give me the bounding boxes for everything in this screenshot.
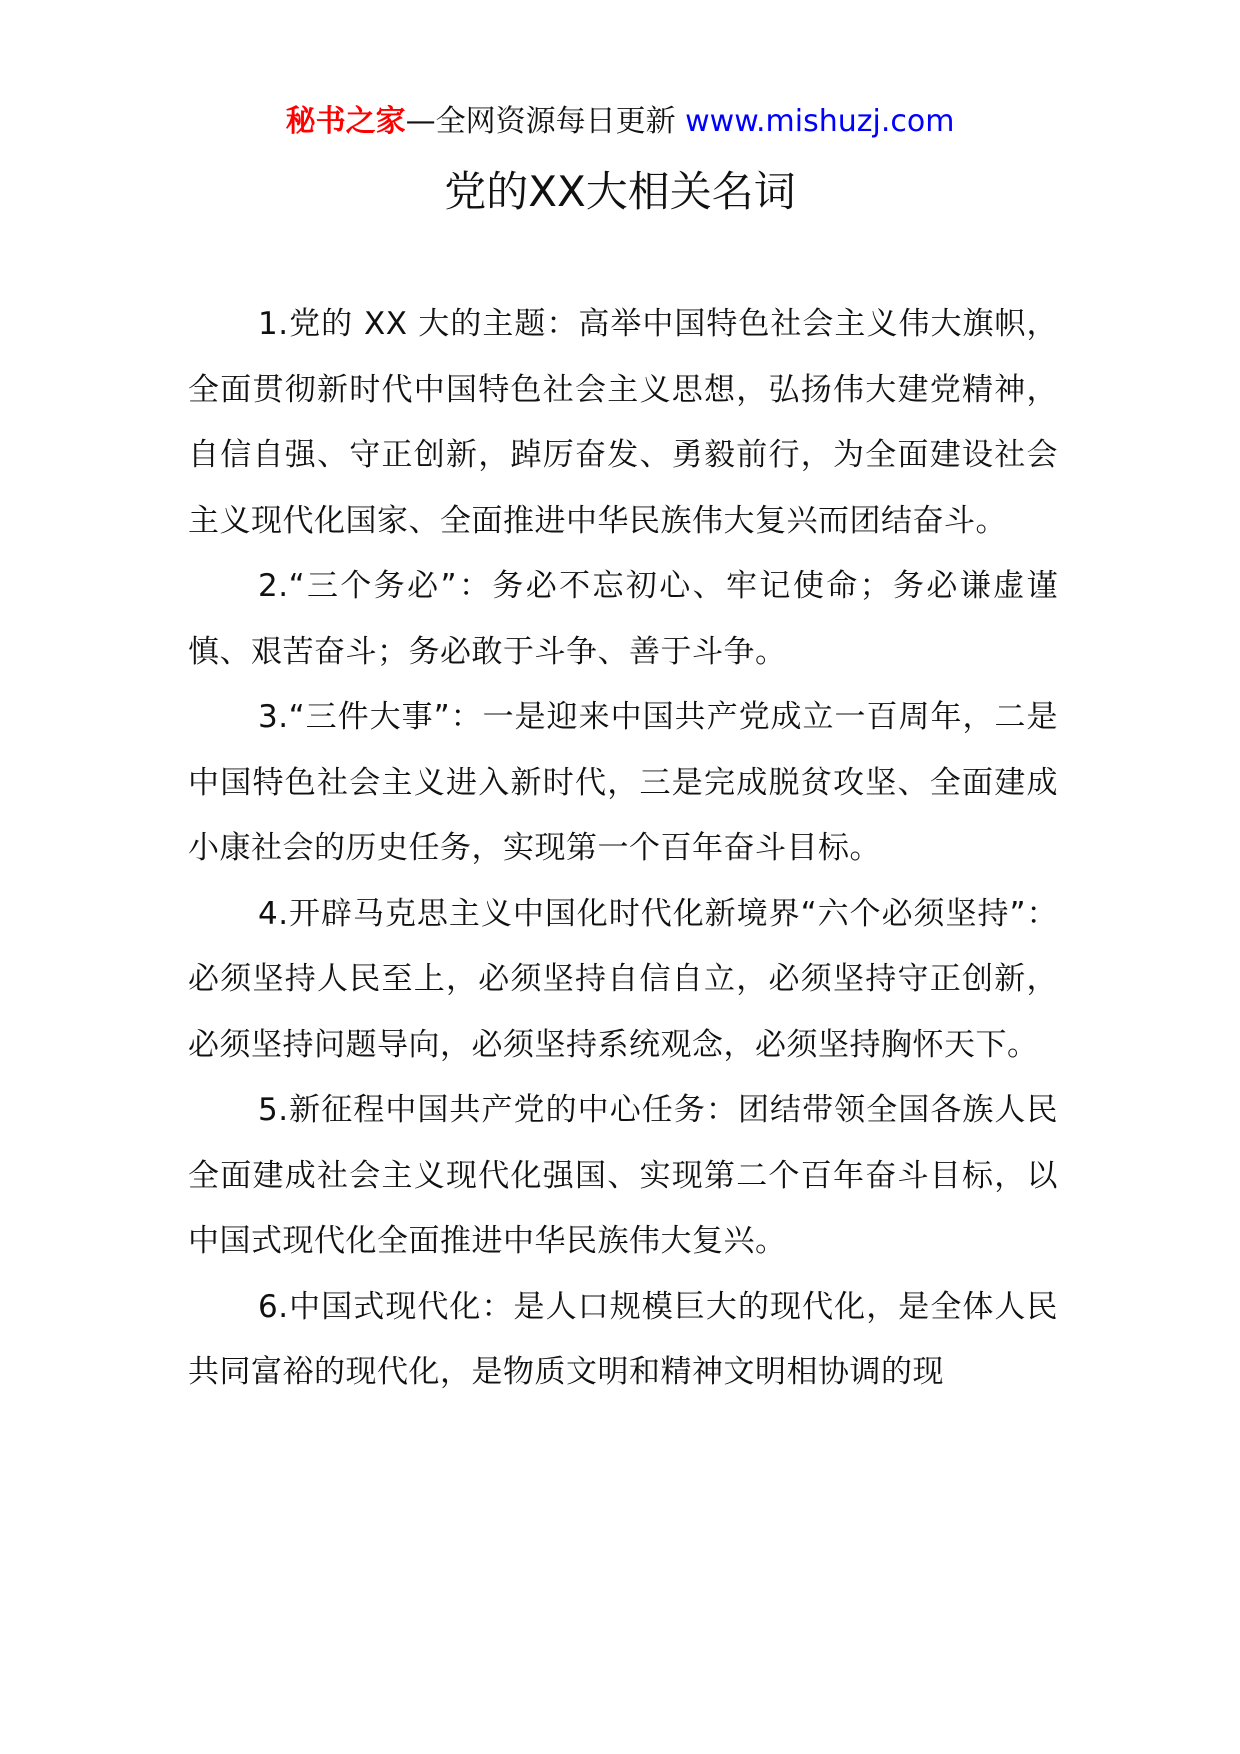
document-title: 党的XX大相关名词 (444, 167, 796, 216)
document-body (188, 292, 1058, 1406)
paragraph: 4.开辟马克思主义中国化时代化新境界“六个必须坚持”：必须坚持人民至上，必须坚持自信自立，必须坚持守正创新，必须坚持问题导向，必须坚持系统观念，必须坚持胸怀天下。 (188, 895, 1058, 1063)
paragraph: 2.“三个务必”：务必不忘初心、牢记使命；务必谦虚谨慎、艰苦奋斗；务必敢于斗争、善于斗争。 (188, 568, 1058, 670)
paragraph: 5.新征程中国共产党的中心任务：团结带领全国各族人民全面建成社会主义现代化强国、实现第二个百年奋斗目标，以中国式现代化全面推进中华民族伟大复兴。 (188, 1092, 1058, 1259)
site-header (0, 100, 1240, 144)
site-slogan: —全网资源每日更新 (405, 104, 686, 139)
site-url-link[interactable]: www.mishuzj.com (685, 104, 955, 139)
paragraph: 1.党的 XX 大的主题：高举中国特色社会主义伟大旗帜，全面贯彻新时代中国特色社会主义思想，弘扬伟大建党精神，自信自强、守正创新，踔厉奋发、勇毅前行，为全面建设社会主义现代化国家、全面推进中华民族伟大复兴而团结奋斗。 (188, 306, 1058, 539)
paragraph: 6.中国式现代化：是人口规模巨大的现代化，是全体人民共同富裕的现代化，是物质文明和精神文明相协调的现 (188, 1288, 1058, 1390)
site-brand: 秘书之家 (285, 104, 406, 139)
paragraph: 3.“三件大事”：一是迎来中国共产党成立一百周年，二是中国特色社会主义进入新时代，三是完成脱贫攻坚、全面建成小康社会的历史任务，实现第一个百年奋斗目标。 (188, 699, 1058, 866)
